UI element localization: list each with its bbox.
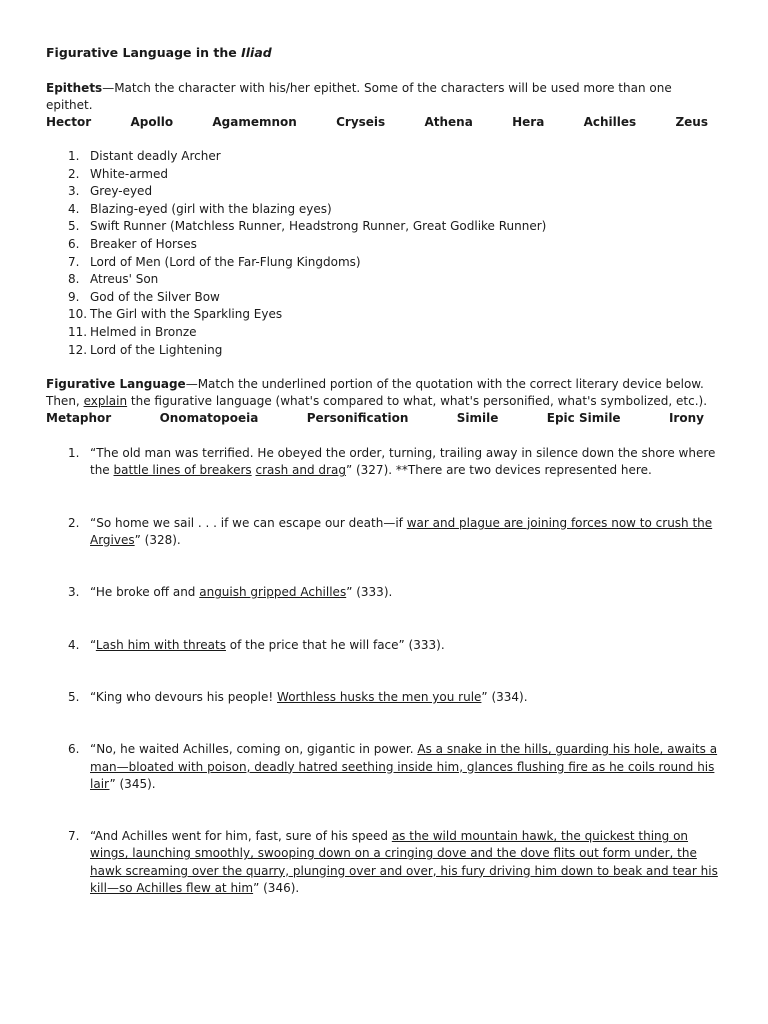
quote-text <box>90 689 722 706</box>
quote-underlined-portion: As a snake in the hills, guarding his hole, awaits a man—bloated with poison, deadly hatred seething inside him, glances flushing fire as he coils round his lair <box>90 742 718 791</box>
character-name: Athena <box>424 115 473 129</box>
epithet-item <box>46 306 722 324</box>
epithet-text: Lord of Men (Lord of the Far-Flung Kingdoms) <box>90 254 361 269</box>
quote-segment: “King who devours his people! <box>90 689 278 704</box>
epithet-item <box>46 166 722 184</box>
character-name: Cryseis <box>336 115 386 129</box>
epithets-heading: Epithets <box>46 81 103 95</box>
quote-segment: “So home we sail . . . if we can escape our death—if <box>90 515 407 530</box>
character-name: Hera <box>512 115 545 129</box>
quote-item <box>46 828 722 897</box>
quote-number: 7. <box>68 829 80 844</box>
quote-list <box>46 445 722 897</box>
quote-number: 1. <box>68 446 80 461</box>
quote-number: 5. <box>68 689 80 704</box>
figurative-instructions-b: the figurative language (what's compared to what, what's personified, what's symbolized, etc.). <box>127 394 708 409</box>
character-name: Hector <box>46 115 92 129</box>
quote-underlined-portion: Worthless husks the men you rule <box>277 689 482 704</box>
epithet-item <box>46 218 722 236</box>
epithet-list <box>46 148 722 359</box>
quote-underlined-portion: battle lines of breakers <box>113 463 252 478</box>
quote-number: 3. <box>68 585 80 600</box>
epithet-number: 8. <box>68 272 80 287</box>
epithet-number: 6. <box>68 236 80 251</box>
quote-text <box>90 637 722 654</box>
epithet-number: 5. <box>68 219 80 234</box>
epithet-number: 12. <box>68 342 88 357</box>
epithet-number: 7. <box>68 254 80 269</box>
quote-item <box>46 637 722 654</box>
epithet-number: 10. <box>68 307 88 322</box>
figurative-instructions <box>46 376 722 410</box>
worksheet-title <box>46 44 722 61</box>
quote-text <box>90 445 722 480</box>
title-italic: Iliad <box>241 45 272 60</box>
quote-underlined-portion: Lash him with threats <box>95 637 226 652</box>
epithet-number: 9. <box>68 289 80 304</box>
device-name: Personification <box>306 411 409 426</box>
quote-segment: “The old man was terrified. He obeyed the order, turning, trailing away in silence down the shore where the <box>90 446 716 478</box>
epithet-item <box>46 342 722 360</box>
quote-segment: “No, he waited Achilles, coming on, gigantic in power. <box>90 742 418 757</box>
quote-segment: of the price that he will face” (333). <box>225 637 445 652</box>
quote-item <box>46 741 722 793</box>
quote-segment: ” (346). <box>253 880 300 895</box>
device-list <box>46 410 722 427</box>
epithet-number: 11. <box>68 324 88 339</box>
quote-text <box>90 741 722 793</box>
quote-segment: ” (333). <box>346 585 393 600</box>
epithet-number: 4. <box>68 201 80 216</box>
epithet-item <box>46 148 722 166</box>
character-name: Zeus <box>675 115 708 129</box>
epithet-text: Atreus' Son <box>90 272 159 287</box>
quote-segment: ” (345). <box>109 776 156 791</box>
epithet-item <box>46 271 722 289</box>
quote-segment: “And Achilles went for him, fast, sure of his speed <box>90 829 392 844</box>
epithets-instructions <box>46 80 722 114</box>
character-list <box>46 114 722 131</box>
character-name: Achilles <box>583 115 637 129</box>
epithet-item <box>46 324 722 342</box>
epithets-instructions-text: —Match the character with his/her epithet. Some of the characters will be used more than one epithet. <box>46 81 672 112</box>
quote-underlined-portion: anguish gripped Achilles <box>199 585 347 600</box>
quote-number: 2. <box>68 515 80 530</box>
quote-segment: “He broke off and <box>90 585 200 600</box>
epithet-item <box>46 289 722 307</box>
epithet-item <box>46 183 722 201</box>
quote-text <box>90 584 722 601</box>
quote-number: 6. <box>68 742 80 757</box>
epithet-text: God of the Silver Bow <box>90 289 220 304</box>
character-name: Apollo <box>130 115 174 129</box>
figurative-heading: Figurative Language <box>46 377 186 392</box>
quote-item <box>46 689 722 706</box>
epithet-text: Lord of the Lightening <box>90 342 223 357</box>
device-name: Onomatopoeia <box>159 411 259 426</box>
epithet-text: Grey-eyed <box>90 184 153 199</box>
quote-item <box>46 515 722 550</box>
quote-item <box>46 584 722 601</box>
quote-number: 4. <box>68 637 80 652</box>
epithet-text: Distant deadly Archer <box>90 149 221 163</box>
epithet-item <box>46 201 722 219</box>
quote-item <box>46 445 722 480</box>
device-name: Simile <box>456 411 499 426</box>
epithet-item <box>46 236 722 254</box>
quote-segment: “ <box>90 637 96 652</box>
quote-text <box>90 515 722 550</box>
epithet-number: 2. <box>68 166 80 181</box>
quote-text <box>90 828 722 897</box>
quote-underlined-portion: crash and drag <box>255 463 346 478</box>
quote-underlined-portion: war and plague are joining forces now to crush the Argives <box>90 515 713 548</box>
figurative-instructions-a: —Match the underlined portion of the quotation with the correct literary device below. Then, <box>46 377 704 409</box>
epithet-text: Breaker of Horses <box>90 236 197 251</box>
epithet-number: 3. <box>68 184 80 199</box>
title-prefix: Figurative Language in the <box>46 45 242 60</box>
epithet-text: White-armed <box>90 166 168 181</box>
quote-segment: ” (334). <box>481 689 528 704</box>
device-name: Epic Simile <box>546 411 621 426</box>
epithet-number: 1. <box>68 149 80 163</box>
quote-segment: ” (328). <box>134 533 181 548</box>
device-name: Metaphor <box>46 411 112 426</box>
epithet-text: Swift Runner (Matchless Runner, Headstrong Runner, Great Godlike Runner) <box>90 219 547 234</box>
character-name: Agamemnon <box>212 115 297 129</box>
quote-underlined-portion: as the wild mountain hawk, the quickest thing on wings, launching smoothly, swooping down on a cringing dove and the dove flits out form under, the hawk screaming over the quarry, plunging over and over, his fury driving him down to beak and tear his kill—so Achilles flew at him <box>90 829 718 895</box>
figurative-instructions-explain: explain <box>83 394 128 409</box>
quote-segment: ” (327). **There are two devices represented here. <box>345 463 652 478</box>
epithet-text: The Girl with the Sparkling Eyes <box>90 307 283 322</box>
device-name: Irony <box>668 411 704 426</box>
epithet-text: Helmed in Bronze <box>90 324 197 339</box>
epithet-item <box>46 254 722 272</box>
epithet-text: Blazing-eyed (girl with the blazing eyes) <box>90 201 332 216</box>
